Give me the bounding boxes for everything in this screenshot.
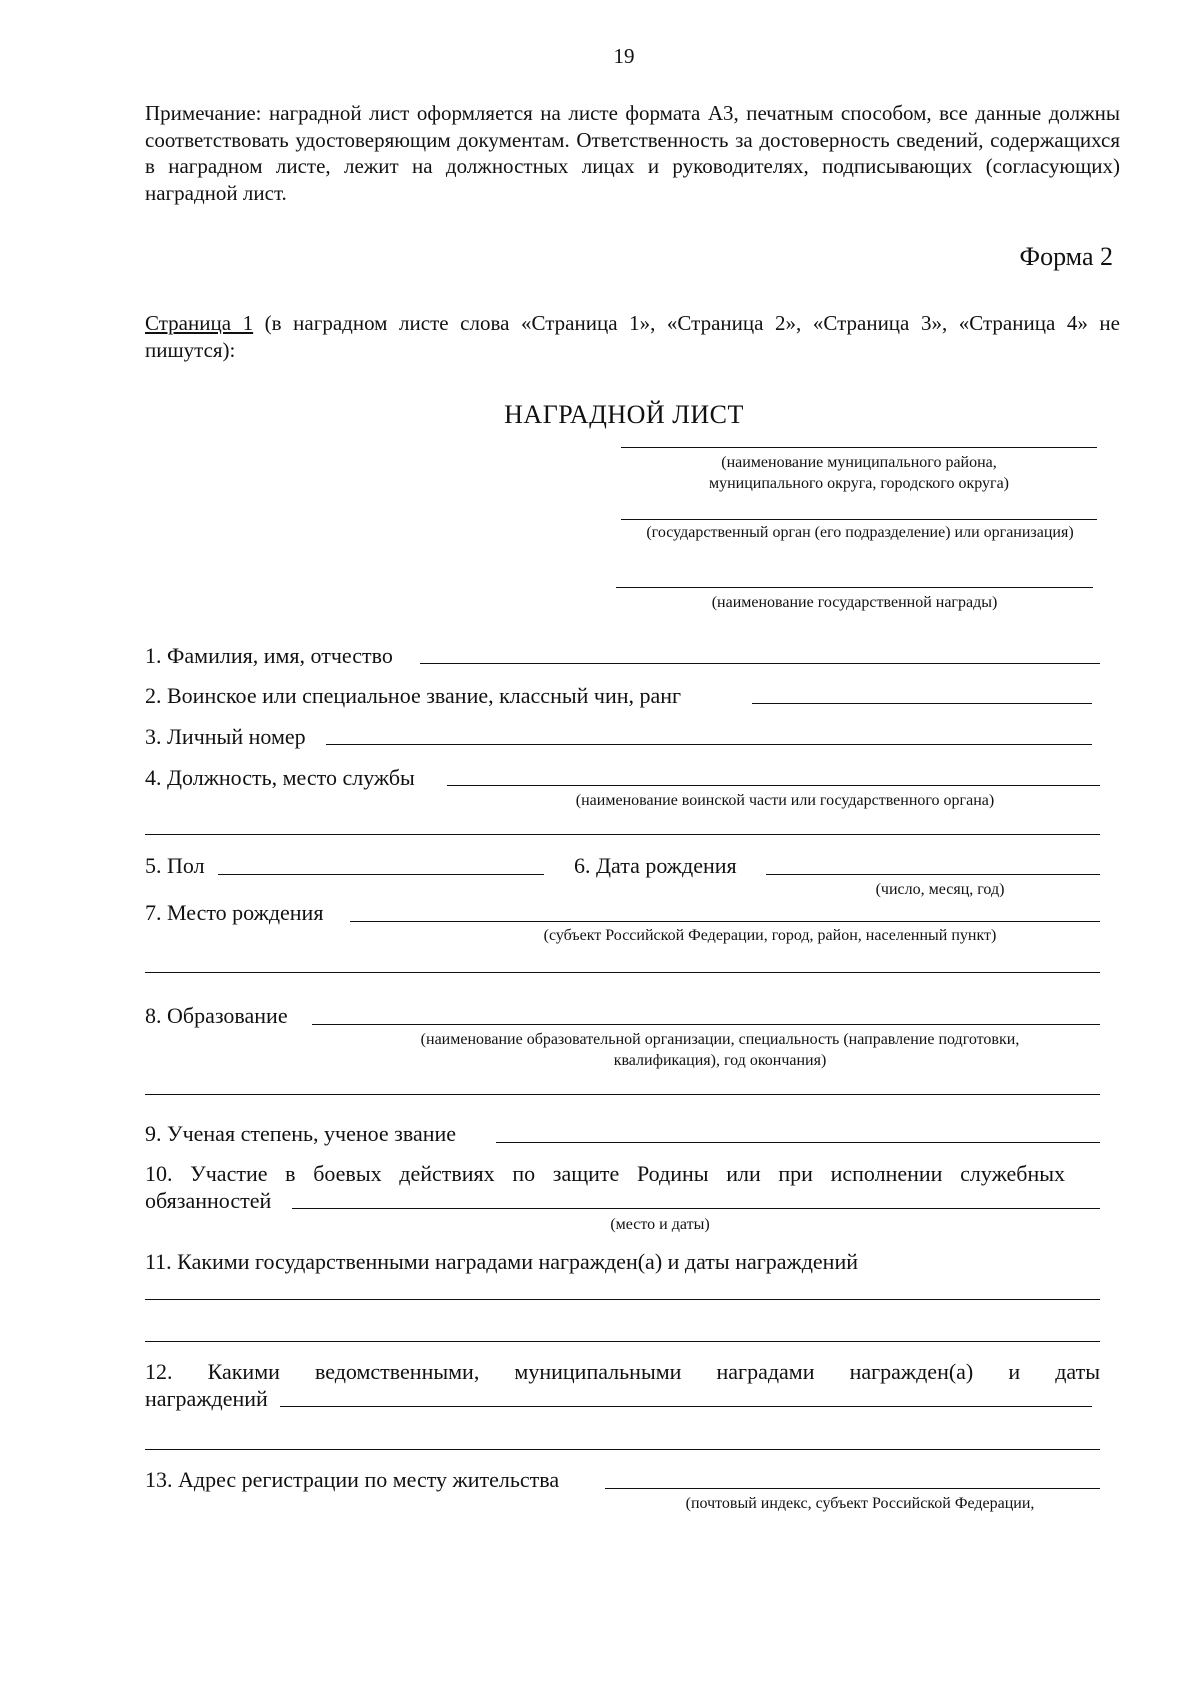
field-4-caption: (наименование воинской части или государственного органа) — [575, 792, 995, 809]
field-8-caption-2: квалификация), год окончания) — [613, 1052, 827, 1069]
page-reference-paragraph — [145, 310, 1120, 363]
municipality-caption-1: (наименование муниципального района, — [721, 454, 997, 471]
field-12-line-2[interactable] — [145, 1449, 1100, 1450]
field-10-caption: (место и даты) — [610, 1216, 710, 1233]
municipality-caption-2: муниципального округа, городского округа) — [708, 475, 1010, 492]
field-7-caption: (субъект Российской Федерации, город, район, населенный пункт) — [543, 927, 997, 944]
field-13-caption: (почтовый индекс, субъект Российской Федерации, — [685, 1495, 1035, 1512]
page-number: 19 — [613, 44, 635, 68]
field-6-caption: (число, месяц, год) — [875, 881, 1005, 898]
field-13-label: 13. Адрес регистрации по месту жительства — [145, 1467, 560, 1492]
organ-line[interactable] — [621, 519, 1097, 520]
form-label: Форма 2 — [1019, 242, 1113, 271]
page-reference-text: (в наградном листе слова «Страница 1», «Страница 2», «Страница 3», «Страница 4» не пишутся): — [145, 311, 1120, 362]
field-7-label: 7. Место рождения — [145, 900, 324, 925]
field-9-line[interactable] — [496, 1142, 1100, 1143]
note-paragraph: Примечание: наградной лист оформляется на листе формата А3, печатным способом, все данные должны соответствовать удостоверяющим документам. Ответственность за достоверность сведений, содержащихся в наградном листе, лежит на должностных лицах и руководителях, подписывающих (согласующих) наградной лист. — [145, 101, 1120, 205]
award-line[interactable] — [616, 587, 1093, 588]
field-2-label: 2. Воинское или специальное звание, классный чин, ранг — [145, 683, 682, 708]
field-9-label: 9. Ученая степень, ученое звание — [145, 1121, 457, 1146]
field-6-line[interactable] — [766, 874, 1100, 875]
field-2-line[interactable] — [752, 703, 1092, 704]
field-7-line-2[interactable] — [145, 972, 1100, 973]
field-8-caption-1: (наименование образовательной организации, специальность (направление подготовки, — [420, 1031, 1020, 1048]
field-11-label: 11. Какими государственными наградами награжден(а) и даты награждений — [145, 1249, 859, 1274]
field-10-label-1: 10. Участие в боевых действиях по защите Родины или при исполнении служебных — [145, 1161, 1065, 1186]
field-4-label: 4. Должность, место службы — [145, 765, 415, 790]
field-4-line[interactable] — [447, 785, 1100, 786]
field-12-label-2: награждений — [145, 1386, 268, 1411]
field-10-line[interactable] — [292, 1208, 1100, 1209]
field-5-label: 5. Пол — [145, 853, 205, 878]
document-title: НАГРАДНОЙ ЛИСТ — [504, 400, 744, 429]
field-10-label-2: обязанностей — [145, 1188, 272, 1213]
field-3-line[interactable] — [326, 744, 1092, 745]
field-3-label: 3. Личный номер — [145, 724, 306, 749]
field-8-line-2[interactable] — [145, 1094, 1100, 1095]
field-6-label: 6. Дата рождения — [574, 853, 737, 878]
organ-caption: (государственный орган (его подразделение) или организация) — [646, 524, 1074, 541]
field-1-label: 1. Фамилия, имя, отчество — [145, 643, 393, 668]
field-5-line[interactable] — [218, 874, 544, 875]
page-reference-label: Страница 1 — [145, 311, 254, 335]
field-4-line-2[interactable] — [145, 834, 1100, 835]
field-11-line-2[interactable] — [145, 1341, 1100, 1342]
field-11-line-1[interactable] — [145, 1299, 1100, 1300]
municipality-line[interactable] — [621, 447, 1097, 448]
field-13-line[interactable] — [605, 1488, 1100, 1489]
field-7-line[interactable] — [350, 921, 1100, 922]
field-12-label-1: 12. Какими ведомственными, муниципальными наградами награжден(а) и даты — [145, 1359, 1100, 1384]
field-8-line[interactable] — [312, 1024, 1100, 1025]
field-8-label: 8. Образование — [145, 1003, 288, 1028]
field-12-line[interactable] — [280, 1406, 1092, 1407]
field-1-line[interactable] — [420, 663, 1100, 664]
award-caption: (наименование государственной награды) — [711, 594, 998, 611]
